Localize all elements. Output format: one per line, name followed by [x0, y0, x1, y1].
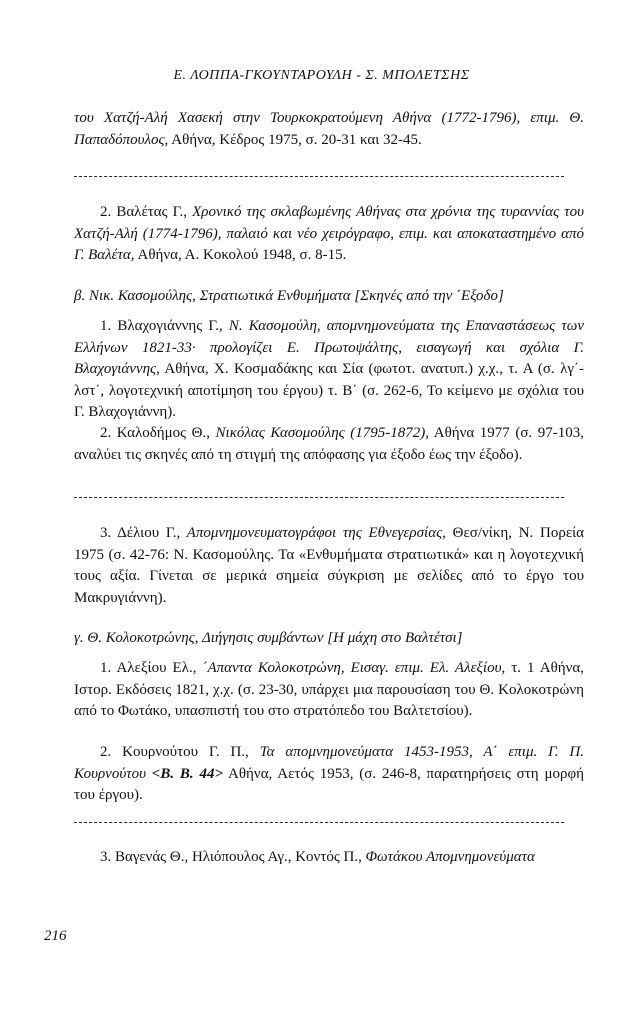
entry-b2-title: Νικόλας Κασομούλης (1795-1872),	[210, 425, 430, 441]
entry-b2-author: 2. Καλοδήμος Θ.,	[100, 425, 210, 441]
dashed-separator	[74, 822, 564, 823]
entry-c1-title: ΄Απαντα Κολοκοτρώνη, Εισαγ. επιμ. Ελ. Αλεξίου,	[196, 660, 506, 676]
entry-b2	[74, 423, 584, 466]
intro-italic: του Χατζή-Αλή Χασεκή στην Τουρκοκρατούμενη Αθήνα (1772-1796), επιμ. Θ. Παπαδόπουλος,	[74, 110, 584, 148]
entry-c3-author: 3. Βαγενάς Θ., Ηλιόπουλος Αγ., Κοντός Π.,	[100, 849, 362, 865]
dashed-separator	[74, 176, 564, 177]
entry-c3-title: Φωτάκου Απομνημονεύματα	[361, 849, 535, 865]
entry-c2	[74, 742, 584, 807]
page-number: 216	[44, 928, 67, 944]
running-header: Ε. ΛΟΠΠΑ-ΓΚΟΥΝΤΑΡΟΥΛΗ - Σ. ΜΠΟΛΕΤΣΗΣ	[173, 68, 470, 83]
entry-b1-title: Ν. Κασομούλη, απομνημονεύματα της Επαναστάσεως των Ελλήνων 1821-33· προλογίζει Ε. Πρωτοψάλτης, εισαγωγή και σχόλια Γ. Βλαχογιάννης,	[74, 318, 584, 378]
entry-2-publisher: Αθήνα, Α. Κοκολού 1948, σ. 8-15.	[134, 247, 347, 264]
entry-c1-author: 1. Αλεξίου Ελ.,	[100, 660, 197, 676]
intro-paragraph	[74, 108, 584, 151]
entry-2	[74, 202, 584, 267]
section-b-title: β. Νικ. Κασομούλης, Στρατιωτικά Ενθυμήματα [Σκηνές από την ΄Εξοδο]	[74, 288, 504, 304]
entry-b3-title: Απομνημονευματογράφοι της Εθνεγερσίας,	[180, 525, 446, 541]
section-c-heading	[74, 628, 584, 649]
entry-b1-author: 1. Βλαχογιάννης Γ.,	[100, 318, 223, 334]
entry-b1	[74, 316, 584, 424]
entry-b1-publisher: Αθήνα, Χ. Κοσμαδάκης και Σία (φωτοτ. ανατυπ.) χ.χ., τ. Α (σ. λγ΄-λστ΄, λογοτεχνική αποτίμηση του έργου) τ. Β΄ (σ. 262-6, Το κείμενο με σχόλια του Γ. Βλαχογιάννη).	[74, 361, 584, 421]
entry-c1-publisher: τ. 1 Αθήνα, Ιστορ. Εκδόσεις 1821, χ.χ. (σ. 23-30, υπάρχει μια παρουσίαση του Θ. Κολοκοτρώνη από το Φωτάκο, υπασπιστή του στο στρατόπεδο του Βαλτετσίου).	[74, 660, 584, 720]
entry-c2-title: Τα απομνημονεύματα 1453-1953, Α΄ επιμ. Γ. Π. Κουρνούτου	[74, 744, 584, 782]
dashed-separator	[74, 497, 564, 498]
section-c-title: γ. Θ. Κολοκοτρώνης, Διήγησις συμβάντων [Η μάχη στο Βαλτέτσι]	[74, 630, 463, 646]
entry-b3	[74, 523, 584, 609]
entry-c2-author: 2. Κουρνούτου Γ. Π.,	[100, 744, 249, 760]
entry-c3	[74, 847, 584, 869]
section-b-heading	[74, 286, 584, 307]
entry-c2-code: <Β. Β. 44>	[145, 765, 224, 782]
entry-c1	[74, 658, 584, 723]
entry-2-title: Χρονικό της σκλαβωμένης Αθήνας στα χρόνια της τυραννίας του Χατζή-Αλή (1774-1796), παλαιό και νέο χειρόγραφο, επιμ. και αποκαταστημένο από Γ. Βαλέτα,	[74, 204, 584, 264]
intro-rest: Αθήνα, Κέδρος 1975, σ. 20-31 και 32-45.	[168, 131, 422, 148]
entry-b3-publisher: Θεσ/νίκη, Ν. Πορεία 1975 (σ. 42-76: Ν. Κασομούλης. Τα «Ενθυμήματα στρατιωτικά» και η λογοτεχνική τους αξία. Γίνεται σε μερικά σημεία σύγκριση με σελίδες από το έργο του Μακρυγιάννη).	[74, 525, 585, 606]
entry-b3-author: 3. Δέλιου Γ.,	[100, 525, 181, 541]
entry-2-author: 2. Βαλέτας Γ.,	[100, 204, 188, 220]
entry-c2-publisher: Αθήνα, Αετός 1953, (σ. 246-8, παρατηρήσεις στη μορφή του έργου).	[74, 765, 584, 804]
entry-b2-publisher: Αθήνα 1977 (σ. 97-103, αναλύει τις σκηνές από τη στιγμή της απόφασης για έξοδο έως την έξοδο).	[74, 425, 584, 463]
